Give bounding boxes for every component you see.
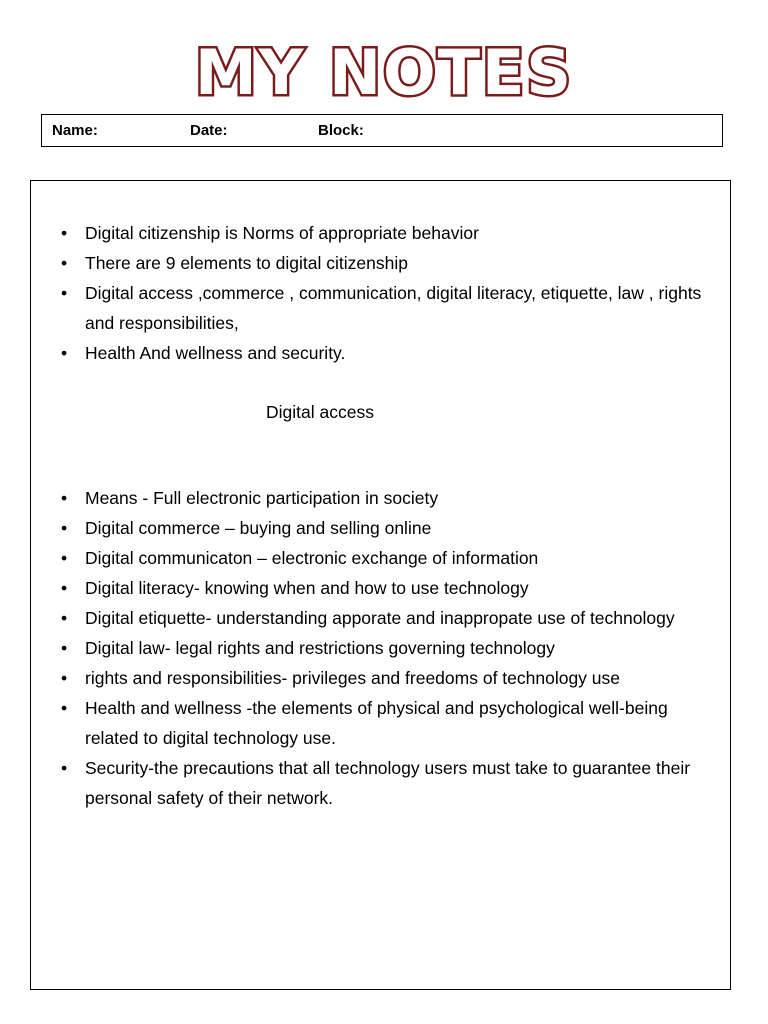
bullet-icon: • [61, 578, 68, 598]
list-item-text: Digital access ,commerce , communication, digital literacy, etiquette, law , rights and responsibilities, [85, 283, 702, 333]
notes-box [30, 180, 731, 990]
list-item [31, 483, 730, 513]
list-item [31, 543, 730, 573]
list-item-text: rights and responsibilities- privileges and freedoms of technology use [85, 668, 621, 688]
date-label: Date: [190, 122, 228, 139]
bullet-icon: • [61, 758, 68, 778]
list-item [31, 753, 730, 813]
bullet-icon: • [61, 518, 68, 538]
list-item [31, 248, 730, 278]
list-item-text: Digital law- legal rights and restrictions governing technology [85, 638, 555, 658]
page-title: MY NOTES [194, 36, 574, 109]
list-item [31, 218, 730, 248]
bullet-icon: • [61, 343, 68, 363]
bullet-icon: • [61, 668, 68, 688]
bullet-icon: • [61, 283, 68, 303]
list-item [31, 573, 730, 603]
list-item-text: Digital literacy- knowing when and how to use technology [85, 578, 529, 598]
list-item-text: Security-the precautions that all technology users must take to guarantee their personal safety of their network. [85, 758, 691, 808]
list-item [31, 603, 730, 633]
block-label: Block: [318, 122, 364, 139]
bullet-icon: • [61, 638, 68, 658]
bullet-icon: • [61, 223, 68, 243]
bullet-icon: • [61, 698, 68, 718]
bullet-icon: • [61, 548, 68, 568]
name-label: Name: [52, 122, 98, 139]
list-item-text: Digital commerce – buying and selling online [85, 518, 432, 538]
list-item [31, 693, 730, 753]
section-heading: Digital access [266, 402, 374, 422]
bullet-icon: • [61, 488, 68, 508]
bullet-icon: • [61, 608, 68, 628]
notes-list-overview [31, 218, 730, 368]
bullet-icon: • [61, 253, 68, 273]
list-item [31, 338, 730, 368]
list-item [31, 513, 730, 543]
list-item-text: There are 9 elements to digital citizenship [85, 253, 408, 273]
student-info-box [41, 114, 723, 147]
list-item-text: Digital communicaton – electronic exchange of information [85, 548, 539, 568]
list-item [31, 278, 730, 338]
list-item-text: Health And wellness and security. [85, 343, 346, 363]
list-item [31, 633, 730, 663]
notes-list-elements [31, 483, 730, 813]
list-item-text: Digital etiquette- understanding apporate and inappropate use of technology [85, 608, 675, 628]
list-item-text: Health and wellness -the elements of physical and psychological well-being related to digital technology use. [85, 698, 668, 748]
list-item-text: Means - Full electronic participation in society [85, 488, 439, 508]
list-item-text: Digital citizenship is Norms of appropriate behavior [85, 223, 479, 243]
list-item [31, 663, 730, 693]
